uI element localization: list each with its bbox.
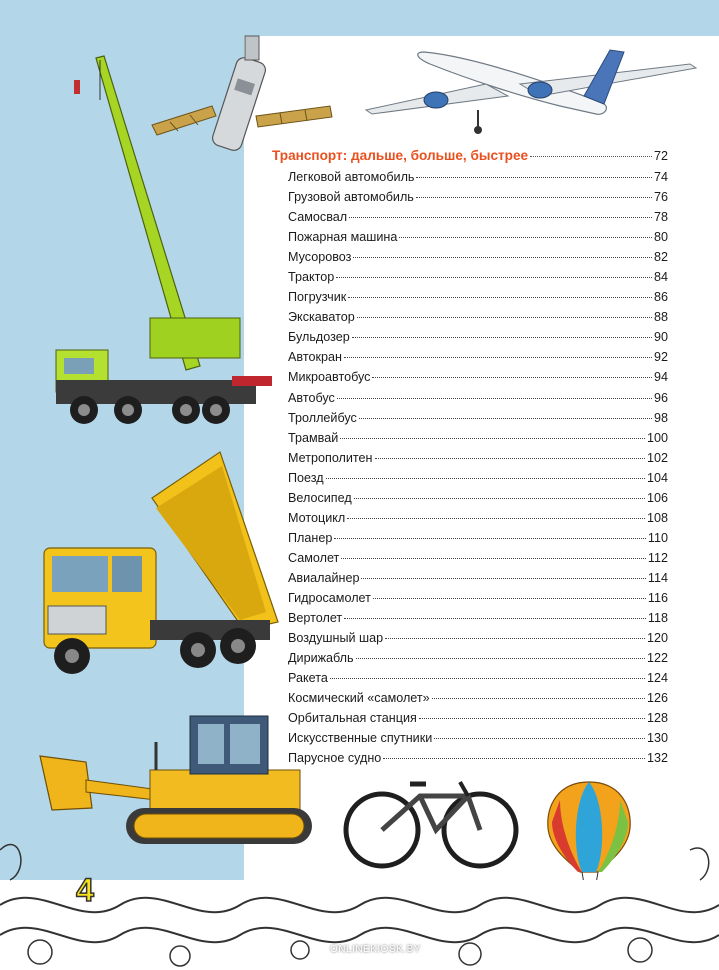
toc-entry[interactable] [272,330,668,350]
toc-leader-dots [352,337,652,338]
toc-heading-page: 72 [653,149,668,163]
toc-leader-dots [340,438,645,439]
toc-entry-page: 88 [653,310,668,325]
toc-leader-dots [336,277,652,278]
toc-entry-title: Мусоровоз [288,250,352,265]
toc-entry-title: Ракета [288,671,328,686]
toc-entry-title: Микроавтобус [288,370,371,385]
toc-entry-page: 96 [653,390,668,405]
table-of-contents [272,148,668,771]
toc-entry[interactable] [272,370,668,390]
toc-entry-page: 124 [646,671,668,686]
toc-entry-title: Троллейбус [288,410,357,425]
toc-heading-title: Транспорт: дальше, больше, быстрее [272,148,529,163]
toc-entry-page: 118 [647,611,668,626]
toc-leader-dots [359,418,652,419]
toc-entry-page: 94 [653,370,668,385]
toc-entry-page: 76 [653,190,668,205]
toc-leader-dots [337,398,652,399]
toc-entry-title: Трактор [288,270,335,285]
toc-leader-dots [416,177,652,178]
toc-entry[interactable] [272,391,668,411]
airliner-illustration [366,50,696,134]
toc-entry[interactable] [272,190,668,210]
toc-entry-page: 120 [646,631,668,646]
toc-entry-page: 84 [653,270,668,285]
toc-entry-page: 106 [646,490,668,505]
toc-entry[interactable] [272,270,668,290]
toc-entry-page: 86 [653,290,668,305]
toc-leader-dots [326,478,645,479]
toc-entry-title: Самолет [288,550,340,565]
toc-entry-title: Вертолет [288,611,343,626]
toc-entry[interactable] [272,531,668,551]
dump-truck-illustration [44,452,278,674]
toc-entry[interactable] [272,310,668,330]
toc-entry[interactable] [272,210,668,230]
toc-entry[interactable] [272,431,668,451]
toc-leader-dots [399,237,652,238]
hot-air-balloon-illustration [548,782,630,894]
toc-entry-title: Автобус [288,390,335,405]
toc-leader-dots [353,257,652,258]
toc-leader-dots [356,658,645,659]
toc-entry-page: 100 [646,430,668,445]
toc-entry-title: Воздушный шар [288,631,384,646]
toc-entry[interactable] [272,731,668,751]
toc-entry-title: Мотоцикл [288,510,346,525]
toc-entry[interactable] [272,170,668,190]
toc-entry-title: Бульдозер [288,330,350,345]
toc-entry-title: Автокран [288,350,342,365]
toc-entry-page: 80 [653,230,668,245]
toc-entry-title: Легковой автомобиль [288,170,415,184]
toc-entry-page: 128 [646,711,668,726]
toc-entry-page: 82 [653,250,668,265]
toc-entry-page: 102 [646,450,668,465]
toc-entry-title: Парусное судно [288,751,382,766]
toc-leader-dots [357,317,652,318]
toc-entry[interactable] [272,411,668,431]
toc-leader-dots [385,638,645,639]
toc-entry[interactable] [272,711,668,731]
toc-entry[interactable] [272,651,668,671]
toc-leader-dots [348,297,652,298]
toc-leader-dots [530,156,652,157]
toc-entry-title: Дирижабль [288,651,354,666]
toc-leader-dots [341,558,646,559]
toc-entry-page: 98 [653,410,668,425]
toc-entry[interactable] [272,511,668,531]
toc-entry-title: Пожарная машина [288,230,398,245]
toc-entry-page: 104 [646,470,668,485]
toc-leader-dots [375,458,645,459]
toc-entry-page: 74 [653,170,668,184]
toc-list [272,170,668,771]
toc-entry-page: 132 [646,751,668,766]
toc-leader-dots [330,678,645,679]
toc-leader-dots [347,518,645,519]
toc-entry[interactable] [272,631,668,651]
toc-entry[interactable] [272,591,668,611]
toc-entry-page: 78 [653,210,668,225]
toc-entry-title: Орбитальная станция [288,711,417,726]
toc-entry-title: Самосвал [288,210,348,225]
watermark: ONLINEKIOSK.BY [330,944,421,955]
toc-leader-dots [434,738,645,739]
toc-entry-page: 126 [646,691,668,706]
toc-entry-title: Погрузчик [288,290,347,305]
toc-entry[interactable] [272,230,668,250]
toc-leader-dots [344,618,646,619]
toc-leader-dots [416,197,652,198]
toc-entry[interactable] [272,250,668,270]
page-number: 4 [76,872,94,908]
toc-entry[interactable] [272,471,668,491]
toc-leader-dots [361,578,645,579]
toc-entry-title: Трамвай [288,430,339,445]
toc-entry-title: Поезд [288,470,324,485]
toc-entry[interactable] [272,611,668,631]
toc-entry-title: Планер [288,530,333,545]
toc-leader-dots [344,357,652,358]
toc-leader-dots [383,758,645,759]
toc-entry[interactable] [272,350,668,370]
toc-entry-title: Грузовой автомобиль [288,190,414,205]
toc-entry[interactable] [272,451,668,471]
toc-entry-page: 112 [647,550,668,565]
bicycle-illustration [346,782,516,866]
toc-entry-page: 92 [653,350,668,365]
toc-entry-title: Велосипед [288,490,352,505]
toc-entry[interactable] [272,551,668,571]
toc-leader-dots [373,598,646,599]
toc-entry-page: 122 [646,651,668,666]
toc-entry-title: Авиалайнер [288,570,360,585]
toc-entry-title: Экскаватор [288,310,355,325]
toc-leader-dots [349,217,652,218]
toc-entry[interactable] [272,671,668,691]
toc-entry-title: Искусственные спутники [288,731,433,746]
toc-leader-dots [432,698,645,699]
toc-entry-page: 130 [646,731,668,746]
toc-entry[interactable] [272,691,668,711]
toc-entry[interactable] [272,571,668,591]
toc-entry-page: 90 [653,330,668,345]
toc-leader-dots [334,538,646,539]
space-station-illustration [152,36,332,152]
toc-section-heading[interactable] [272,148,668,170]
toc-leader-dots [372,377,652,378]
toc-entry-page: 116 [647,590,668,605]
toc-leader-dots [419,718,645,719]
toc-entry-page: 110 [647,530,668,545]
toc-entry-title: Космический «самолет» [288,691,430,706]
toc-entry-title: Метрополитен [288,450,373,465]
toc-leader-dots [354,498,645,499]
toc-entry[interactable] [272,751,668,771]
toc-entry-page: 108 [646,510,668,525]
toc-entry[interactable] [272,491,668,511]
toc-entry-page: 114 [647,570,668,585]
toc-entry[interactable] [272,290,668,310]
toc-entry-title: Гидросамолет [288,590,371,605]
